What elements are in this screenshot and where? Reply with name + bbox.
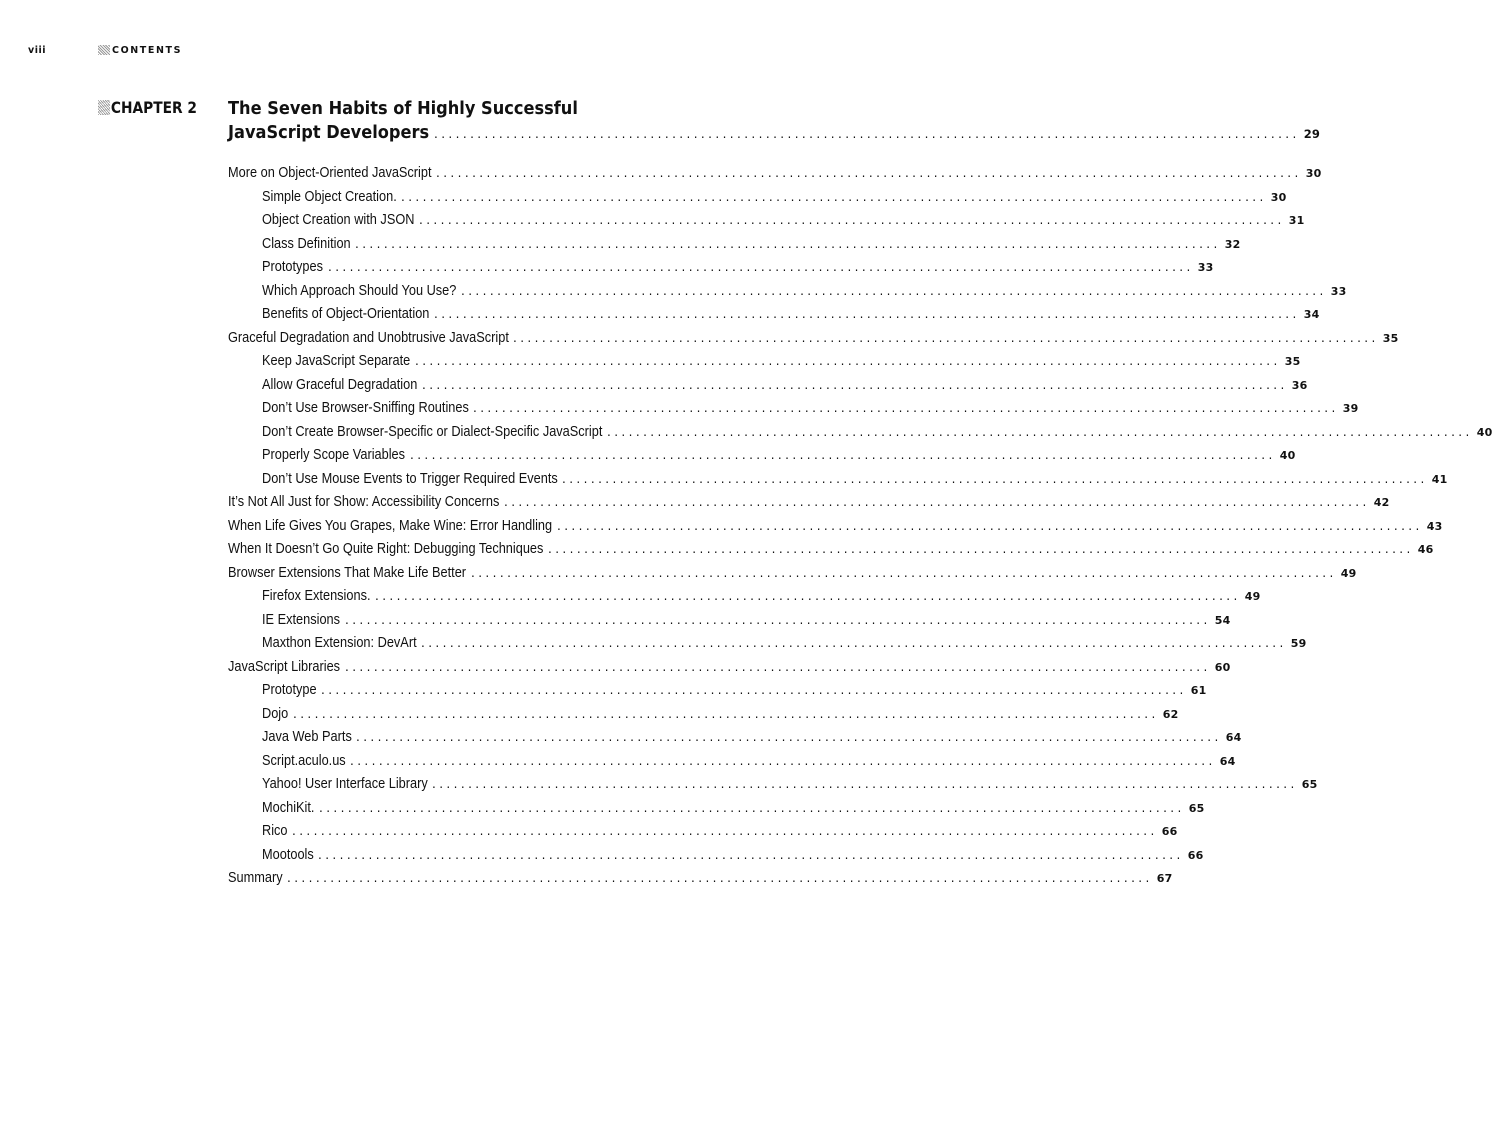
entry-text-wrap (262, 820, 288, 844)
entry-title: Don’t Use Mouse Events to Trigger Required Events (262, 470, 558, 487)
entry-page-ref: 39 (1342, 402, 1359, 415)
dot-leader: ........................................................................................................................ (548, 542, 1414, 556)
entry-page-ref: 49 (1244, 590, 1261, 603)
dot-leader: ........................................................................................................................ (504, 495, 1370, 509)
toc-subentry[interactable] (228, 421, 1492, 445)
dot-leader: ........................................................................................................................ (321, 683, 1187, 697)
toc-subentry[interactable] (228, 303, 1320, 327)
entry-title: Class Definition (262, 235, 351, 252)
entry-text-wrap (228, 562, 467, 586)
entry-text-wrap (262, 374, 418, 398)
entry-page-ref: 35 (1382, 331, 1399, 345)
entry-page-ref: 65 (1301, 778, 1318, 791)
dot-leader: ........................................................................................................................ (434, 127, 1300, 141)
entry-text-wrap (262, 703, 289, 727)
toc-entry[interactable] (228, 515, 1443, 539)
entry-text-wrap (262, 773, 428, 797)
entry-page-ref: 49 (1340, 566, 1357, 580)
entry-page-ref: 66 (1187, 848, 1204, 862)
toc-subentry[interactable] (228, 679, 1207, 703)
entry-page-ref: 40 (1476, 425, 1492, 439)
entry-title: Summary (228, 870, 283, 886)
entry-title: IE Extensions (262, 611, 341, 628)
entry-text-wrap (262, 468, 558, 492)
chapter-page-ref: 29 (1303, 127, 1321, 141)
entry-page-ref: 64 (1225, 731, 1242, 744)
entry-page-ref: 34 (1303, 308, 1320, 321)
dot-leader: ........................................................................................................................ (562, 471, 1428, 486)
entry-title: Rico (262, 823, 288, 839)
entry-page-ref: 41 (1431, 472, 1448, 486)
entry-title: Mootools (262, 846, 314, 863)
entry-title: Script.aculo.us (262, 752, 346, 769)
entry-title: It’s Not All Just for Show: Accessibility Concerns (228, 494, 500, 510)
entry-page-ref: 33 (1197, 261, 1214, 274)
chapter-number: CHAPTER 2 (110, 98, 197, 117)
entry-title: Browser Extensions That Make Life Better (228, 564, 467, 581)
entry-page-ref: 61 (1190, 684, 1207, 697)
entry-title: Prototypes (262, 259, 324, 275)
toc-subentry[interactable] (228, 750, 1236, 774)
entry-text-wrap (228, 867, 283, 891)
toc-subentry[interactable] (228, 632, 1307, 656)
dot-leader: ........................................................................................................................ (434, 307, 1300, 321)
running-head (28, 43, 182, 57)
entry-title: Yahoo! User Interface Library (262, 776, 428, 792)
entry-page-ref: 33 (1330, 284, 1347, 298)
toc-subentry[interactable] (228, 609, 1231, 633)
toc-subentry[interactable] (228, 585, 1261, 609)
entry-page-ref: 64 (1219, 754, 1236, 768)
entry-page-ref: 67 (1156, 872, 1173, 885)
entry-page-ref: 35 (1284, 355, 1301, 368)
toc-subentry[interactable] (228, 209, 1305, 233)
entry-page-ref: 66 (1161, 825, 1178, 838)
entry-page-ref: 62 (1162, 707, 1179, 721)
entry-title: Graceful Degradation and Unobtrusive JavaScript (228, 329, 509, 346)
toc-entry[interactable] (228, 562, 1357, 586)
entry-page-ref: 30 (1305, 167, 1322, 180)
entry-text-wrap (228, 515, 553, 539)
texture-ornament-icon (98, 100, 110, 115)
dot-leader: ........................................................................................................................ (292, 824, 1158, 838)
toc-subentry[interactable] (228, 397, 1359, 421)
dot-leader: ........................................................................................................................ (319, 800, 1185, 815)
entry-text-wrap (228, 656, 341, 680)
dot-leader: ........................................................................................................................ (318, 847, 1184, 862)
dot-leader: ........................................................................................................................ (293, 706, 1159, 721)
entry-title: Keep JavaScript Separate (262, 353, 411, 369)
entry-page-ref: 40 (1279, 449, 1296, 462)
entry-page-ref: 30 (1270, 190, 1287, 204)
entry-text-wrap (262, 233, 351, 257)
dot-leader: ........................................................................................................................ (557, 518, 1423, 533)
toc-subentry[interactable] (228, 773, 1318, 797)
entry-title: Java Web Parts (262, 729, 352, 745)
entry-text-wrap (262, 397, 469, 421)
toc-entry[interactable] (228, 656, 1231, 680)
entry-title: JavaScript Libraries (228, 658, 341, 675)
dot-leader: ........................................................................................................................ (471, 565, 1337, 580)
entry-text-wrap (262, 797, 315, 821)
entry-title: More on Object-Oriented JavaScript (228, 165, 432, 181)
entry-title: Which Approach Should You Use? (262, 282, 457, 299)
entry-title: Object Creation with JSON (262, 212, 415, 228)
entry-text-wrap (262, 679, 317, 703)
entry-page-ref: 42 (1373, 496, 1390, 509)
dot-leader: ........................................................................................................................ (328, 260, 1194, 274)
entry-text-wrap (228, 491, 500, 515)
texture-ornament-icon (98, 45, 110, 55)
dot-leader: ........................................................................................................................ (461, 283, 1327, 298)
chapter-title[interactable] (228, 96, 1321, 148)
dot-leader: ........................................................................................................................ (415, 354, 1281, 368)
entry-text-wrap (262, 303, 430, 327)
toc-entry[interactable] (228, 867, 1173, 891)
toc-entry[interactable] (228, 162, 1322, 186)
entry-page-ref: 59 (1290, 637, 1307, 650)
entry-text-wrap (262, 632, 417, 656)
entry-text-wrap (262, 609, 341, 633)
toc-subentry[interactable] (228, 797, 1205, 821)
dot-leader: ........................................................................................................................ (419, 213, 1285, 227)
dot-leader: ........................................................................................................................ (287, 871, 1153, 885)
entry-text-wrap (228, 538, 544, 562)
entry-title: Prototype (262, 682, 317, 698)
toc-subentry[interactable] (228, 468, 1448, 492)
entry-text-wrap (262, 750, 346, 774)
chapter-label (98, 98, 197, 117)
entry-title: MochiKit. (262, 799, 315, 816)
entry-text-wrap (262, 350, 411, 374)
entry-title: Firefox Extensions. (262, 588, 371, 604)
entry-title: When It Doesn’t Go Quite Right: Debugging Techniques (228, 541, 544, 557)
entry-text-wrap (262, 280, 457, 304)
entry-page-ref: 31 (1288, 214, 1305, 227)
toc-entry-list (228, 162, 1492, 891)
entry-text-wrap (262, 444, 406, 468)
toc-subentry[interactable] (228, 350, 1301, 374)
entry-page-ref: 32 (1224, 237, 1241, 251)
entry-page-ref: 65 (1188, 801, 1205, 815)
entry-title: Don’t Use Browser-Sniffing Routines (262, 400, 469, 416)
entry-text-wrap (262, 421, 603, 445)
dot-leader: ........................................................................................................................ (356, 730, 1222, 744)
entry-page-ref: 60 (1214, 660, 1231, 674)
toc-subentry[interactable] (228, 186, 1287, 210)
page-number: viii (28, 44, 46, 56)
dot-leader: ........................................................................................................................ (436, 166, 1302, 180)
running-head-section: CONTENTS (112, 44, 183, 56)
entry-page-ref: 36 (1291, 378, 1308, 392)
dot-leader: ........................................................................................................................ (375, 589, 1241, 603)
toc-entry[interactable] (228, 538, 1434, 562)
toc-subentry[interactable] (228, 444, 1296, 468)
dot-leader: ........................................................................................................................ (355, 236, 1221, 251)
dot-leader: ........................................................................................................................ (422, 377, 1288, 392)
toc-subentry[interactable] (228, 844, 1204, 868)
toc-subentry[interactable] (228, 820, 1178, 844)
entry-text-wrap (228, 327, 509, 351)
dot-leader: ........................................................................................................................ (421, 636, 1287, 650)
toc-subentry[interactable] (228, 256, 1214, 280)
dot-leader: ........................................................................................................................ (432, 777, 1298, 791)
dot-leader: ........................................................................................................................ (513, 330, 1379, 345)
entry-text-wrap (262, 585, 371, 609)
entry-title: Don’t Create Browser-Specific or Dialect-Specific JavaScript (262, 423, 603, 440)
dot-leader: ........................................................................................................................ (401, 189, 1267, 204)
dot-leader: ........................................................................................................................ (350, 753, 1216, 768)
chapter-title-line1: The Seven Habits of Highly Successful (228, 98, 578, 119)
toc-subentry[interactable] (228, 703, 1179, 727)
entry-page-ref: 43 (1426, 519, 1443, 533)
entry-page-ref: 46 (1417, 543, 1434, 556)
dot-leader: ........................................................................................................................ (607, 424, 1473, 439)
entry-text-wrap (262, 256, 324, 280)
toc-subentry[interactable] (228, 726, 1242, 750)
entry-title: Allow Graceful Degradation (262, 376, 418, 393)
entry-title: Benefits of Object-Orientation (262, 306, 430, 322)
entry-title: When Life Gives You Grapes, Make Wine: Error Handling (228, 517, 553, 534)
toc-subentry[interactable] (228, 374, 1308, 398)
dot-leader: ........................................................................................................................ (345, 612, 1211, 627)
entry-title: Properly Scope Variables (262, 447, 406, 463)
chapter-title-line2: JavaScript Developers (228, 122, 430, 143)
entry-title: Dojo (262, 705, 289, 722)
entry-title: Maxthon Extension: DevArt (262, 635, 417, 651)
entry-text-wrap (262, 209, 415, 233)
dot-leader: ........................................................................................................................ (410, 448, 1276, 462)
entry-text-wrap (262, 186, 397, 210)
entry-text-wrap (228, 162, 432, 186)
entry-text-wrap (262, 844, 314, 868)
toc-entry[interactable] (228, 327, 1399, 351)
entry-page-ref: 54 (1214, 613, 1231, 627)
toc-subentry[interactable] (228, 280, 1347, 304)
dot-leader: ........................................................................................................................ (473, 401, 1339, 415)
dot-leader: ........................................................................................................................ (345, 659, 1211, 674)
toc-subentry[interactable] (228, 233, 1241, 257)
chapter-title-row (228, 122, 1321, 148)
entry-title: Simple Object Creation. (262, 188, 397, 205)
entry-text-wrap (262, 726, 352, 750)
toc-entry[interactable] (228, 491, 1390, 515)
